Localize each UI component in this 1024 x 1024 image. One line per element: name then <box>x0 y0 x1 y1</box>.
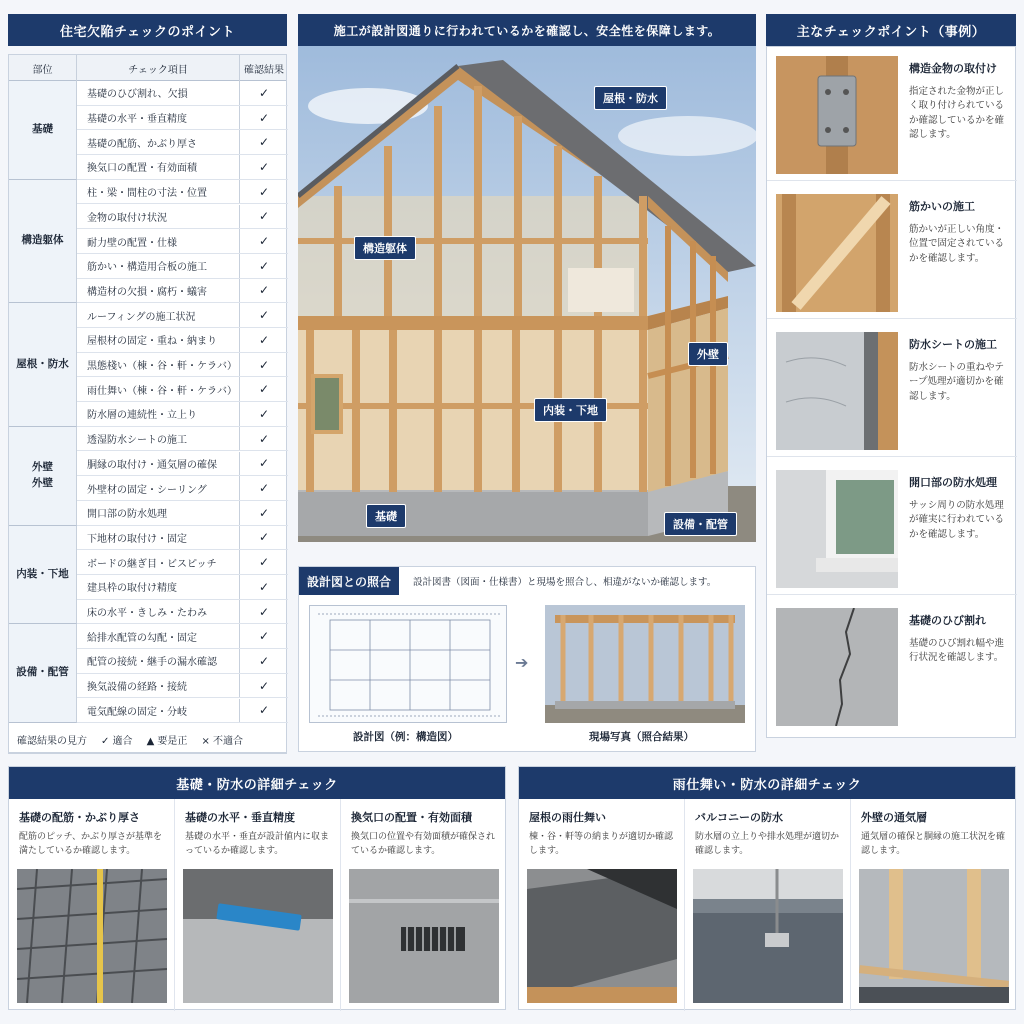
table-row <box>77 81 288 106</box>
legend-ok: ✓ 適合 <box>101 736 133 747</box>
detail-title: 外壁の通気層 <box>861 811 927 824</box>
check-item: 雨仕舞い（棟・谷・軒・ケラバ） <box>77 377 240 401</box>
header-category: 部位 <box>9 55 77 81</box>
table-row <box>77 353 288 378</box>
detail-card <box>341 799 507 1011</box>
check-mark-icon: ✓ <box>258 481 270 496</box>
table-row <box>77 476 288 501</box>
drawing-caption: 設計図（例：構造図） <box>353 731 458 743</box>
site-photo-image <box>545 605 745 723</box>
cases-title: 主なチェックポイント（事例） <box>766 14 1016 46</box>
balcony-image <box>693 869 843 1003</box>
detail-desc: 通気層の確保と胴縁の施工状況を確認します。 <box>861 832 1006 856</box>
header-result: 確認結果 <box>244 64 284 76</box>
checklist-header <box>9 55 286 81</box>
check-mark-icon: ✓ <box>258 530 270 545</box>
tag-roof: 屋根・防水 <box>594 86 667 110</box>
check-item: 下地材の取付け・固定 <box>77 526 240 550</box>
waterproof-detail-panel <box>518 766 1016 1010</box>
level-image <box>183 869 333 1003</box>
case-title: 開口部の防水処理 <box>909 476 997 489</box>
check-item: 基礎の水平・垂直精度 <box>77 106 240 130</box>
check-item: 換気口の配置・有効面積 <box>77 155 240 179</box>
legend-ng: × 不適合 <box>201 736 243 747</box>
arrow-right-icon: ➔ <box>515 653 529 672</box>
check-item: 給排水配管の勾配・固定 <box>77 624 240 648</box>
table-row <box>77 205 288 230</box>
table-row <box>77 377 288 402</box>
table-row <box>77 501 288 526</box>
table-row <box>77 130 288 155</box>
check-mark-icon: ✓ <box>258 332 270 347</box>
check-item: 胴縁の取付け・通気層の確保 <box>77 452 240 476</box>
detail-card <box>9 799 175 1011</box>
check-mark-icon: ✓ <box>258 159 270 174</box>
table-row <box>77 229 288 254</box>
table-row <box>77 402 288 427</box>
comparison-title: 設計図との照合 <box>299 567 399 595</box>
header-item: チェック項目 <box>77 55 240 81</box>
check-item: 耐力壁の配置・仕様 <box>77 229 240 253</box>
table-row <box>77 180 288 205</box>
check-mark-icon: ✓ <box>258 431 270 446</box>
check-item: 外壁材の固定・シーリング <box>77 476 240 500</box>
category-cell: 内装・下地 <box>9 526 77 625</box>
detail-title: 換気口の配置・有効面積 <box>351 811 472 824</box>
check-item: 構造材の欠損・腐朽・蟻害 <box>77 279 240 303</box>
house-frame-image <box>298 46 756 542</box>
check-item: 透湿防水シートの施工 <box>77 427 240 451</box>
check-mark-icon: ✓ <box>258 135 270 150</box>
table-row <box>77 328 288 353</box>
crack-icon <box>776 608 898 726</box>
check-item: 黒態棧い（棟・谷・軒・ケラバ） <box>77 353 240 377</box>
foundation-detail-panel <box>8 766 506 1010</box>
case-desc: 防水シートの重ねやテープ処理が適切かを確認します。 <box>909 362 1005 402</box>
check-mark-icon: ✓ <box>258 258 270 273</box>
detail-title: 基礎の水平・垂直精度 <box>185 811 295 824</box>
detail-desc: 換気口の位置や有効面積が確保されているか確認します。 <box>351 832 496 856</box>
case-title: 防水シートの施工 <box>909 338 997 351</box>
comparison-desc: 設計図書（図面・仕様書）と現場を照合し、相違がないか確認します。 <box>413 577 717 588</box>
table-row <box>77 279 288 304</box>
case-item <box>767 323 1017 457</box>
check-item: 建具枠の取付け精度 <box>77 575 240 599</box>
blueprint-image <box>309 605 507 723</box>
check-mark-icon: ✓ <box>258 555 270 570</box>
detail-title: 基礎の配筋・かぶり厚さ <box>19 811 140 824</box>
check-mark-icon: ✓ <box>258 678 270 693</box>
metal-bracket-icon <box>776 56 898 174</box>
photo-caption: 現場写真（照合結果） <box>589 731 694 743</box>
table-row <box>77 155 288 180</box>
detail-title: バルコニーの防水 <box>695 811 783 824</box>
table-row <box>77 649 288 674</box>
case-desc: 指定された金物が正しく取り付けられているか確認しているかを確認します。 <box>909 86 1005 140</box>
case-desc: サッシ周りの防水処理が確実に行われているかを確認します。 <box>909 500 1005 540</box>
detail-card <box>685 799 851 1011</box>
ventilation-layer-image <box>859 869 1009 1003</box>
membrane-icon <box>776 332 898 450</box>
check-mark-icon: ✓ <box>258 357 270 372</box>
check-mark-icon: ✓ <box>258 579 270 594</box>
check-item: 換気設備の経路・接続 <box>77 674 240 698</box>
check-item: 防水層の連続性・立上り <box>77 402 240 426</box>
check-item: 基礎の配筋、かぶり厚さ <box>77 130 240 154</box>
vent-image <box>349 869 499 1003</box>
check-item: ボードの継ぎ目・ビスピッチ <box>77 550 240 574</box>
check-item: 筋かい・構造用合板の施工 <box>77 254 240 278</box>
check-item: 基礎のひび割れ、欠損 <box>77 81 240 105</box>
category-cell: 基礎 <box>9 81 77 180</box>
table-row <box>77 674 288 699</box>
check-mark-icon: ✓ <box>258 406 270 421</box>
case-title: 構造金物の取付け <box>909 62 997 75</box>
hero-title: 施工が設計図通りに行われているかを確認し、安全性を保障します。 <box>298 14 756 46</box>
category-cell: 外壁 外壁 <box>9 427 77 526</box>
check-mark-icon: ✓ <box>258 629 270 644</box>
detail-desc: 基礎の水平・垂直が設計値内に収まっているか確認します。 <box>185 832 330 856</box>
table-row <box>77 254 288 279</box>
check-mark-icon: ✓ <box>258 209 270 224</box>
category-cell: 屋根・防水 <box>9 303 77 427</box>
table-row <box>77 550 288 575</box>
check-mark-icon: ✓ <box>258 382 270 397</box>
brace-icon <box>776 194 898 312</box>
case-desc: 筋かいが正しい角度・位置で固定されているかを確認します。 <box>909 224 1005 264</box>
tag-foundation: 基礎 <box>366 504 406 528</box>
check-mark-icon: ✓ <box>258 604 270 619</box>
check-mark-icon: ✓ <box>258 653 270 668</box>
detail-desc: 棟・谷・軒等の納まりが適切か確認します。 <box>529 832 674 856</box>
table-row <box>77 452 288 477</box>
case-title: 筋かいの施工 <box>909 200 975 213</box>
window-icon <box>776 470 898 588</box>
check-mark-icon: ✓ <box>258 184 270 199</box>
table-row <box>77 575 288 600</box>
check-mark-icon: ✓ <box>258 85 270 100</box>
check-mark-icon: ✓ <box>258 456 270 471</box>
drawing-comparison <box>298 566 756 752</box>
check-item: 配管の接続・継手の漏水確認 <box>77 649 240 673</box>
table-row <box>77 600 288 625</box>
check-item: ルーフィングの施工状況 <box>77 303 240 327</box>
tag-interior: 内装・下地 <box>534 398 607 422</box>
detail-card <box>851 799 1017 1011</box>
detail-desc: 配筋のピッチ、かぶり厚さが基準を満たしているか確認します。 <box>19 832 163 856</box>
check-item: 床の水平・きしみ・たわみ <box>77 600 240 624</box>
check-mark-icon: ✓ <box>258 505 270 520</box>
cases-panel <box>766 46 1016 738</box>
table-row <box>77 699 288 724</box>
check-mark-icon: ✓ <box>258 308 270 323</box>
check-item: 屋根材の固定・重ね・納まり <box>77 328 240 352</box>
check-item: 柱・梁・間柱の寸法・位置 <box>77 180 240 204</box>
checklist-title: 住宅欠陥チェックのポイント <box>8 14 287 46</box>
detail-card <box>519 799 685 1011</box>
case-desc: 基礎のひび割れ幅や進行状況を確認します。 <box>909 638 1005 664</box>
table-row <box>77 526 288 551</box>
check-mark-icon: ✓ <box>258 234 270 249</box>
check-item: 開口部の防水処理 <box>77 501 240 525</box>
check-item: 電気配線の固定・分岐 <box>77 699 240 723</box>
case-item <box>767 461 1017 595</box>
legend-fix: ▲ 要是正 <box>146 736 188 747</box>
detail-desc: 防水層の立上りや排水処理が適切か確認します。 <box>695 832 840 856</box>
category-cell: 構造躯体 <box>9 180 77 304</box>
rebar-image <box>17 869 167 1003</box>
table-row <box>77 106 288 131</box>
checklist-table <box>8 54 287 754</box>
table-row <box>77 427 288 452</box>
legend-title: 確認結果の見方 <box>17 736 87 747</box>
tag-utilities: 設備・配管 <box>664 512 737 536</box>
check-mark-icon: ✓ <box>258 110 270 125</box>
case-item <box>767 185 1017 319</box>
category-cell: 設備・配管 <box>9 624 77 723</box>
case-item <box>767 47 1017 181</box>
roof-flashing-image <box>527 869 677 1003</box>
check-mark-icon: ✓ <box>258 703 270 718</box>
waterproof-detail-title: 雨仕舞い・防水の詳細チェック <box>519 767 1015 799</box>
check-item: 金物の取付け状況 <box>77 205 240 229</box>
tag-exterior: 外壁 <box>688 342 728 366</box>
case-item <box>767 599 1017 733</box>
case-title: 基礎のひび割れ <box>909 614 986 627</box>
house-frame-illustration <box>298 46 756 542</box>
legend <box>8 727 287 753</box>
tag-structure: 構造躯体 <box>354 236 416 260</box>
table-row <box>77 303 288 328</box>
check-mark-icon: ✓ <box>258 283 270 298</box>
detail-title: 屋根の雨仕舞い <box>529 811 606 824</box>
detail-card <box>175 799 341 1011</box>
table-row <box>77 624 288 649</box>
foundation-detail-title: 基礎・防水の詳細チェック <box>9 767 505 799</box>
